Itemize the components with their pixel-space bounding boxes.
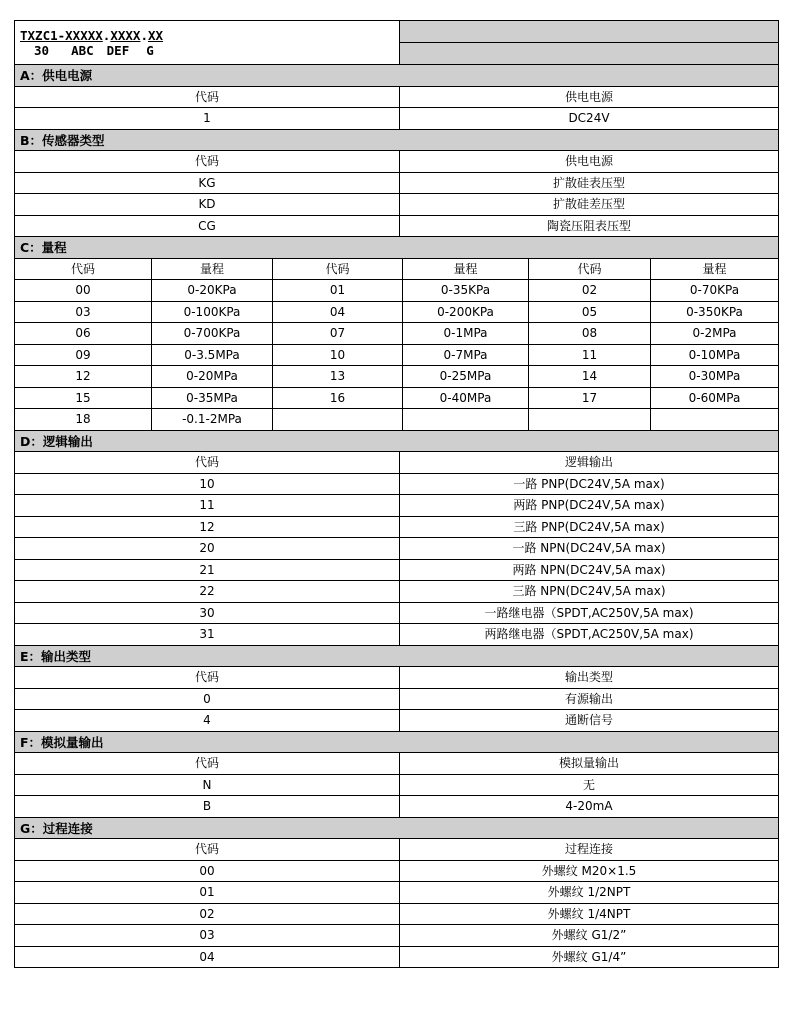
model-code-value: DEF — [106, 42, 130, 58]
code-cell: 07 — [272, 323, 402, 344]
code-cell: KD — [198, 197, 216, 211]
model-code-value: 30 — [34, 42, 50, 58]
code-cell: 02 — [199, 906, 215, 921]
table-row — [15, 924, 778, 946]
table-row — [15, 860, 778, 882]
desc-cell: 陶瓷压阻表压型 — [399, 216, 778, 237]
model-code-segment: XX — [147, 27, 164, 43]
desc-cell: 外螺纹 G1/2” — [399, 925, 778, 946]
model-code-segment: XXXX — [110, 27, 141, 43]
desc-cell: 供电电源 — [399, 151, 778, 172]
desc-cell: 量程 — [402, 259, 528, 280]
model-code-example — [20, 43, 399, 58]
model-code — [15, 21, 399, 64]
code-cell: 0 — [203, 691, 211, 706]
desc-cell: 0-3.5MPa — [151, 345, 272, 366]
section-header: E：输出类型 — [15, 645, 778, 667]
code-cell: 12 — [75, 369, 91, 383]
code-cell: 代码 — [194, 89, 219, 104]
code-cell: B — [202, 799, 212, 813]
desc-cell: 外螺纹 1/2NPT — [399, 882, 778, 903]
desc-cell: 0-1MPa — [402, 323, 528, 344]
code-cell: 10 — [199, 476, 215, 491]
table-row — [15, 838, 778, 860]
table-row — [15, 473, 778, 495]
section-header: D：逻辑输出 — [15, 430, 778, 452]
table-row — [15, 86, 778, 108]
desc-cell: 两路 NPN(DC24V,5A max) — [399, 560, 778, 581]
desc-cell: 外螺纹 G1/4” — [399, 947, 778, 968]
code-cell: 12 — [199, 519, 215, 534]
desc-cell: 0-350KPa — [650, 302, 778, 323]
desc-cell: 4-20mA — [399, 796, 778, 817]
desc-cell: -0.1-2MPa — [151, 409, 272, 430]
desc-cell: 0-10MPa — [650, 345, 778, 366]
desc-cell: 0-40MPa — [402, 388, 528, 409]
table-row — [15, 752, 778, 774]
desc-cell: 0-200KPa — [402, 302, 528, 323]
code-cell: 00 — [199, 863, 215, 878]
model-code-value: ABC — [71, 42, 94, 58]
model-code-segment: TXZC1-XXXXX — [20, 27, 103, 43]
code-cell: 代码 — [194, 670, 219, 684]
table-row — [15, 344, 778, 366]
code-cell: 10 — [272, 345, 402, 366]
code-cell: 20 — [199, 541, 215, 555]
table-row — [15, 301, 778, 323]
table-row — [15, 451, 778, 473]
code-cell: 18 — [75, 412, 91, 426]
section-header: G：过程连接 — [15, 817, 778, 839]
code-cell: 03 — [199, 928, 215, 942]
desc-cell: 逻辑输出 — [399, 452, 778, 473]
table-row — [15, 623, 778, 645]
desc-cell: 0-25MPa — [402, 366, 528, 387]
table-row — [15, 387, 778, 409]
code-cell: 31 — [199, 627, 215, 641]
desc-cell: 0-7MPa — [402, 345, 528, 366]
desc-cell: 输出类型 — [399, 667, 778, 688]
table-row — [15, 946, 778, 968]
desc-cell: 一路 NPN(DC24V,5A max) — [399, 538, 778, 559]
code-cell: 22 — [199, 584, 215, 598]
table-row — [15, 774, 778, 796]
code-cell: 代码 — [194, 842, 219, 856]
desc-cell: 供电电源 — [399, 87, 778, 108]
section-header: C：量程 — [15, 236, 778, 258]
code-cell: 代码 — [70, 261, 95, 276]
table-row — [15, 537, 778, 559]
code-cell: 06 — [75, 326, 91, 340]
desc-cell: 扩散硅表压型 — [399, 173, 778, 194]
desc-cell: 外螺纹 M20×1.5 — [399, 861, 778, 882]
desc-cell: 一路 PNP(DC24V,5A max) — [399, 474, 778, 495]
sections-root — [15, 64, 778, 967]
code-cell: 11 — [528, 345, 650, 366]
desc-cell: 0-2MPa — [650, 323, 778, 344]
title-right-spacer — [399, 21, 778, 64]
code-cell: 1 — [203, 111, 211, 125]
desc-cell: 三路 NPN(DC24V,5A max) — [399, 581, 778, 602]
desc-cell: 0-70KPa — [650, 280, 778, 301]
table-row — [15, 516, 778, 538]
code-cell: 05 — [528, 302, 650, 323]
code-cell: 代码 — [194, 455, 219, 469]
code-cell: 02 — [528, 280, 650, 301]
code-cell: 17 — [528, 388, 650, 409]
table-row — [15, 666, 778, 688]
title-right-cell — [400, 42, 778, 64]
table-row — [15, 881, 778, 903]
desc-cell — [402, 409, 528, 430]
desc-cell: 0-700KPa — [151, 323, 272, 344]
desc-cell: 0-20KPa — [151, 280, 272, 301]
table-row — [15, 709, 778, 731]
code-cell — [272, 409, 402, 430]
code-cell: 03 — [75, 304, 91, 319]
desc-cell: 无 — [399, 775, 778, 796]
code-cell: CG — [198, 218, 216, 233]
table-row — [15, 279, 778, 301]
table-row — [15, 580, 778, 602]
desc-cell — [650, 409, 778, 430]
desc-cell: 过程连接 — [399, 839, 778, 860]
code-cell: 01 — [199, 885, 215, 899]
desc-cell: 0-60MPa — [650, 388, 778, 409]
table-row — [15, 258, 778, 280]
code-cell: N — [202, 777, 212, 792]
title-block — [15, 21, 778, 64]
desc-cell: 通断信号 — [399, 710, 778, 731]
desc-cell: 一路继电器（SPDT,AC250V,5A max) — [399, 603, 778, 624]
code-cell: 11 — [199, 498, 215, 512]
desc-cell: 两路继电器（SPDT,AC250V,5A max) — [399, 624, 778, 645]
code-cell: 14 — [528, 366, 650, 387]
code-cell: 代码 — [272, 259, 402, 280]
code-cell: 代码 — [194, 154, 219, 168]
table-row — [15, 602, 778, 624]
desc-cell: 外螺纹 1/4NPT — [399, 904, 778, 925]
table-row — [15, 494, 778, 516]
code-cell: 01 — [272, 280, 402, 301]
section-header: B：传感器类型 — [15, 129, 778, 151]
table-row — [15, 688, 778, 710]
model-code-pattern: TXZC1-XXXXX.XXXX.XX — [20, 27, 164, 43]
table-row — [15, 795, 778, 817]
title-right-cell — [400, 21, 778, 42]
section-header: F：模拟量输出 — [15, 731, 778, 753]
code-cell: 15 — [75, 390, 91, 405]
desc-cell: 0-35KPa — [402, 280, 528, 301]
desc-cell: 有源输出 — [399, 689, 778, 710]
desc-cell: 扩散硅差压型 — [399, 194, 778, 215]
code-cell: 21 — [199, 562, 215, 577]
code-cell: 代码 — [194, 756, 219, 770]
code-cell: 08 — [528, 323, 650, 344]
code-cell: 13 — [272, 366, 402, 387]
table-row — [15, 365, 778, 387]
table-row — [15, 322, 778, 344]
table-row — [15, 559, 778, 581]
code-cell — [528, 409, 650, 430]
ordering-code-table — [14, 20, 779, 968]
desc-cell: 量程 — [650, 259, 778, 280]
desc-cell: 模拟量输出 — [399, 753, 778, 774]
table-row — [15, 172, 778, 194]
code-cell: 04 — [272, 302, 402, 323]
desc-cell: DC24V — [399, 108, 778, 129]
code-cell: 30 — [199, 605, 215, 620]
table-row — [15, 193, 778, 215]
desc-cell: 0-100KPa — [151, 302, 272, 323]
table-row — [15, 408, 778, 430]
code-cell: 04 — [199, 949, 215, 964]
desc-cell: 三路 PNP(DC24V,5A max) — [399, 517, 778, 538]
table-row — [15, 150, 778, 172]
table-row — [15, 215, 778, 237]
table-row — [15, 107, 778, 129]
code-cell: 4 — [203, 713, 211, 727]
desc-cell: 两路 PNP(DC24V,5A max) — [399, 495, 778, 516]
code-cell: 代码 — [528, 259, 650, 280]
table-row — [15, 903, 778, 925]
desc-cell: 0-35MPa — [151, 388, 272, 409]
code-cell: 00 — [75, 283, 91, 297]
code-cell: KG — [198, 175, 216, 190]
desc-cell: 0-30MPa — [650, 366, 778, 387]
code-cell: 16 — [272, 388, 402, 409]
desc-cell: 0-20MPa — [151, 366, 272, 387]
code-cell: 09 — [75, 347, 91, 362]
model-code-value: G — [146, 42, 154, 58]
desc-cell: 量程 — [151, 259, 272, 280]
section-header: A：供电电源 — [15, 64, 778, 86]
